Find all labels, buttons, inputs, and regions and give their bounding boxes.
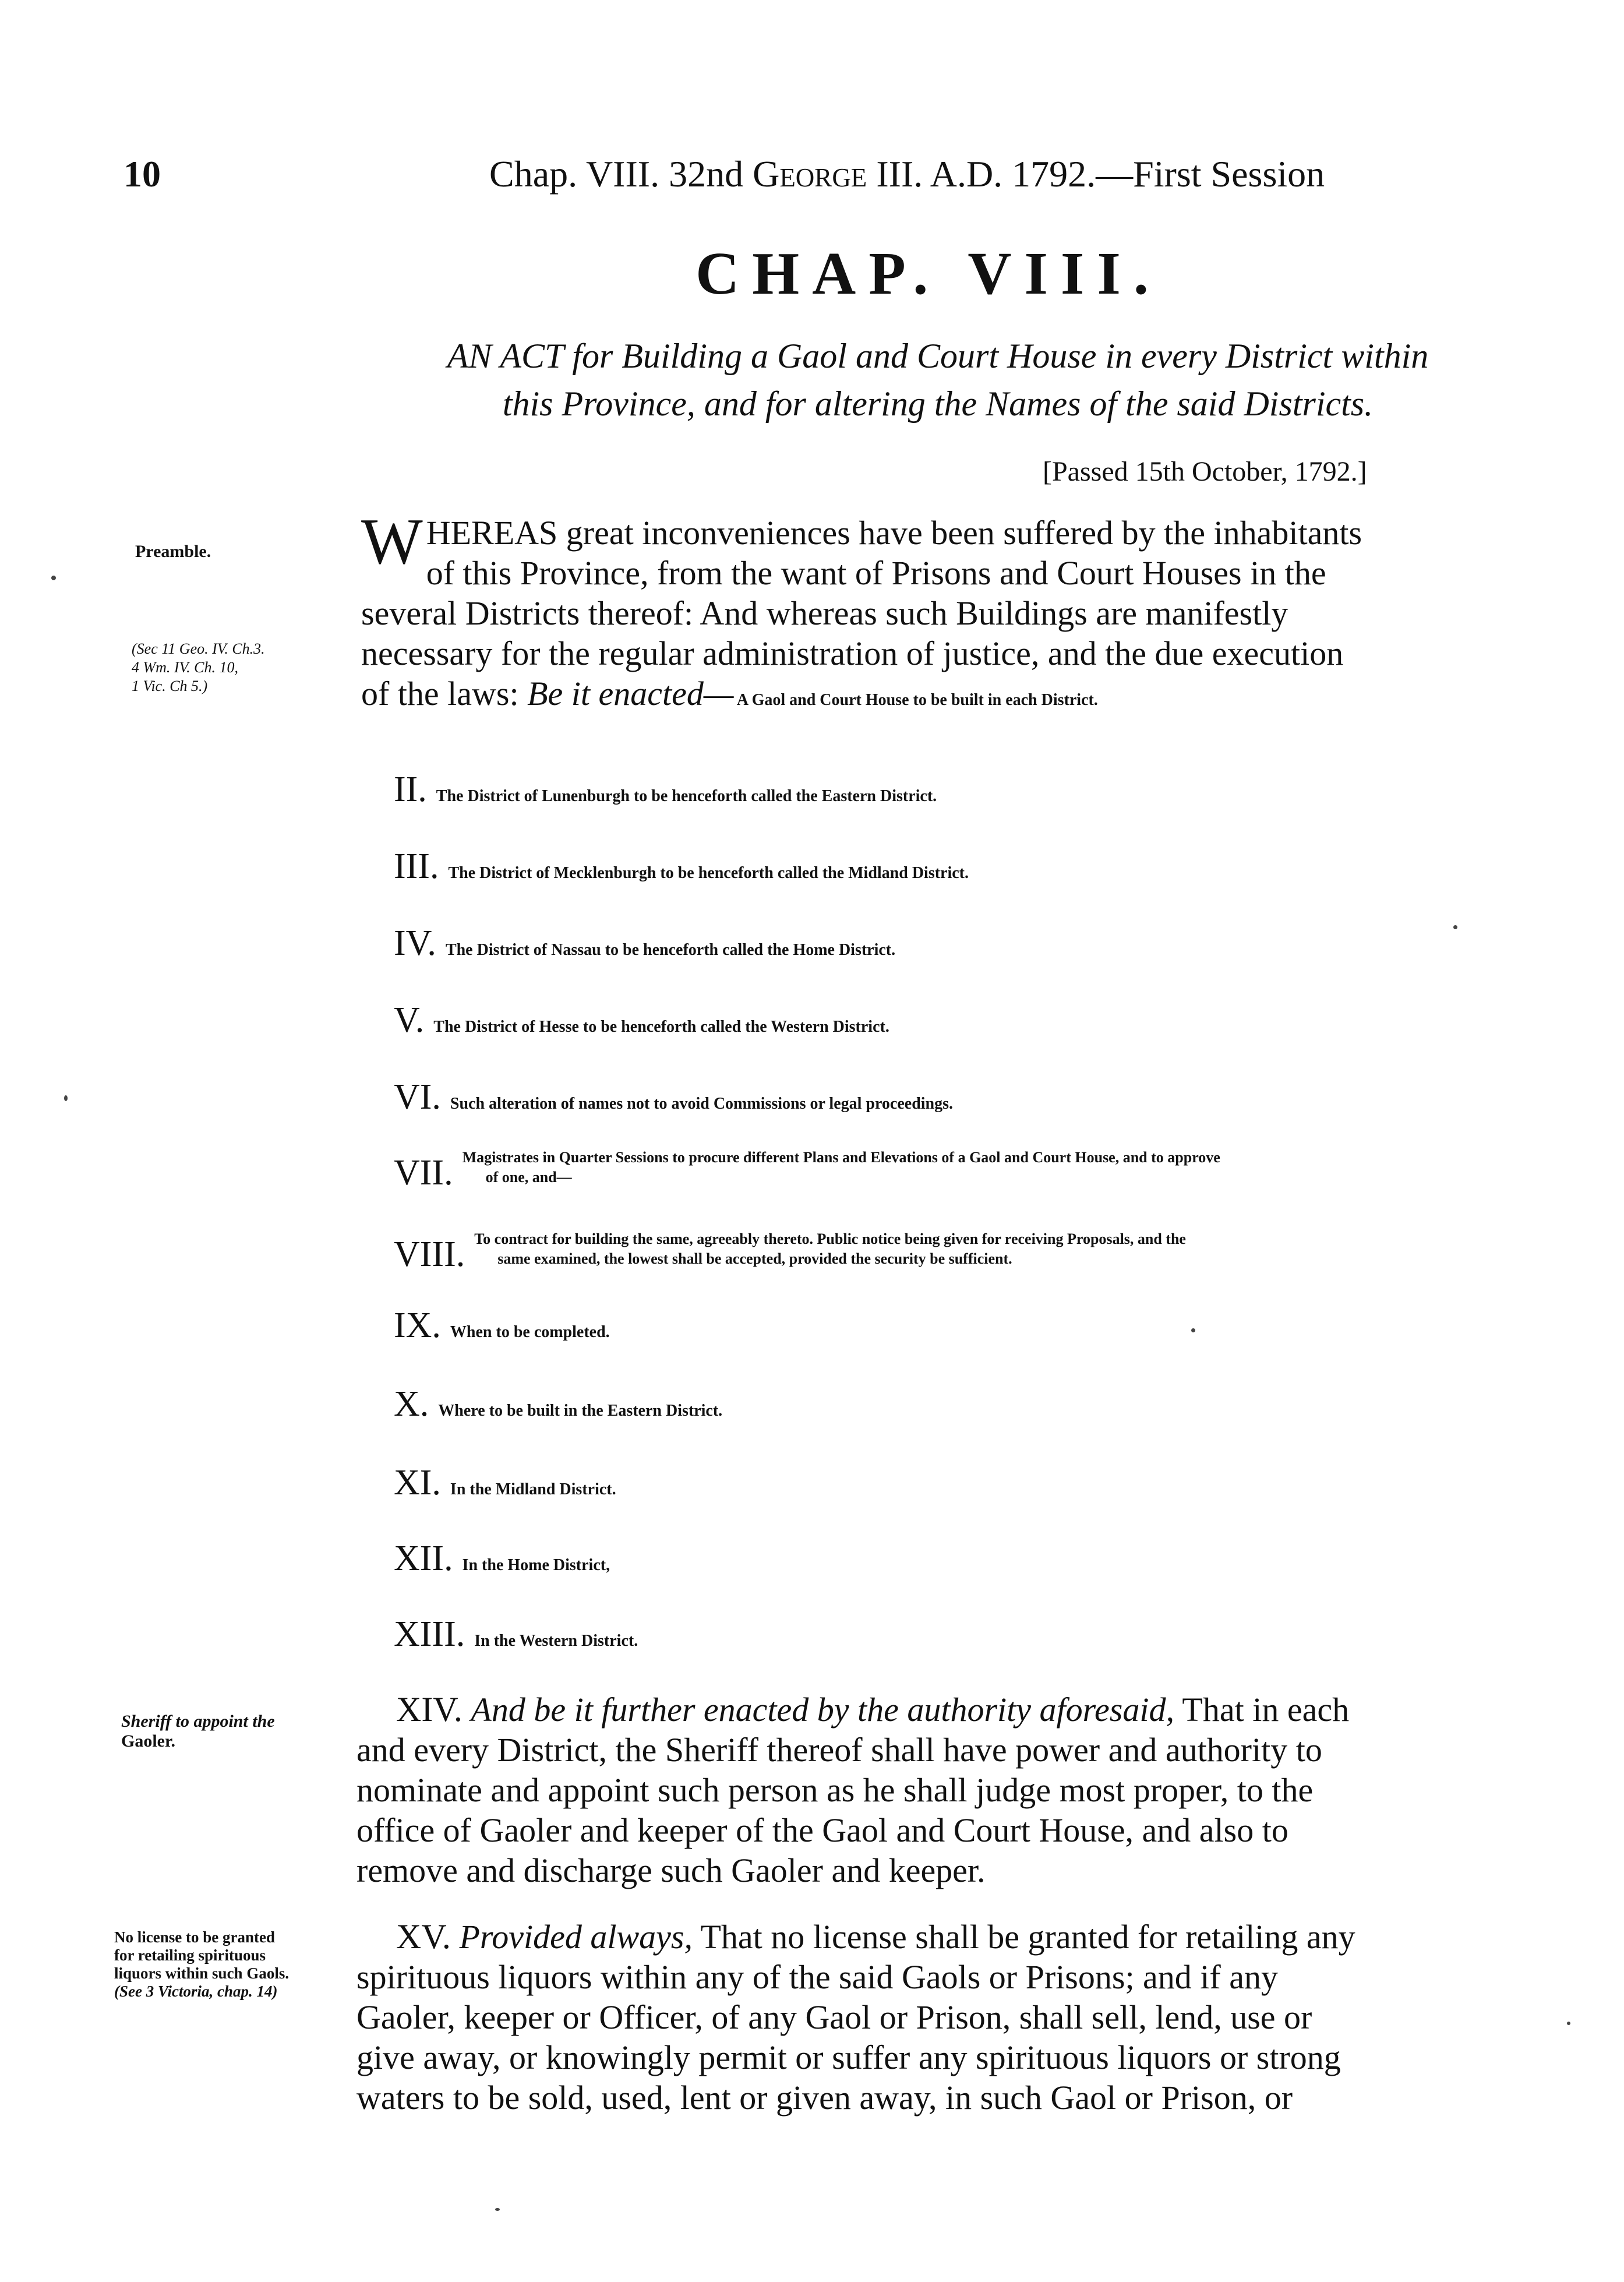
ref-line: (Sec 11 Geo. IV. Ch.3. [132,640,265,657]
margin-note-license: No license to be granted for retailing spirituous liquors within such Gaols. (See 3 Victoria, chap. 14) [114,1928,290,2000]
section-7: VII. Magistrates in Quarter Sessions to procure different Plans and Elevations of a Gaol and Court House, and to approve of one, and— [394,1149,1220,1193]
scan-speck [1567,2022,1570,2025]
preamble-paragraph [361,506,1485,720]
section-6: VI. Such alteration of names not to avoid Commissions or legal proceedings. [394,1077,954,1117]
section-3: III. The District of Mecklenburgh to be henceforth called the Midland District. [394,847,969,886]
section-14: XIV. And be it further enacted by the authority aforesaid, That in each and every District, the Sheriff thereof shall have power and authority to nominate and appoint such person as he shall judge most proper, to the office of Gaoler and keeper of the Gaol and Court House, and also to remove and discharge such Gaoler and keeper. [356,1690,1350,1889]
scan-speck [1191,1328,1195,1332]
section-2: II. The District of Lunenburgh to be henceforth called the Eastern District. [394,770,937,809]
page-header [0,153,1624,205]
dropcap: W [361,506,423,578]
ref-line: 1 Vic. Ch 5.) [132,678,208,694]
section-5: V. The District of Hesse to be henceforth called the Western District. [394,1000,889,1040]
section-12: XII. In the Home District, [394,1539,610,1578]
act-title-line1: AN ACT for Building a Gaol and Court House in every District within [447,337,1429,375]
preamble-line: of this Province, from the want of Prisons and Court Houses in the [426,554,1326,592]
running-head-part1: Chap. VIII. 32nd [489,153,753,195]
scan-speck [64,1095,68,1101]
section-15: XV. Provided always, That no license shall be granted for retailing any spirituous liquors within any of the said Gaols or Prisons; and if any Gaoler, keeper or Officer, of any Gaol or Prison, shall sell, lend, use or give away, or knowingly permit or suffer any spirituous liquors or strong waters to be sold, used, lent or given away, in such Gaol or Prison, or [356,1917,1355,2117]
running-head-part2: III. A.D. 1792.—First Session [867,153,1325,195]
passed-date: [Passed 15th October, 1792.] [1043,456,1367,487]
chapter-title: CHAP. VIII. [696,240,1161,307]
preamble-line: of the laws: Be it enacted— A Gaol and Court House to be built in each District. [361,675,1098,713]
running-head-george: George [753,153,867,195]
margin-note-sheriff: Sheriff to appoint the Gaoler. [121,1712,275,1751]
margin-note-references [132,640,265,696]
section-4: IV. The District of Nassau to be henceforth called the Home District. [394,923,896,963]
preamble-line: WHEREAS great inconveniences have been suffered by the inhabitants [361,506,1362,578]
scan-speck [495,2208,500,2211]
scan-speck [51,576,56,580]
section-13: XIII. In the Western District. [394,1614,638,1654]
section-11: XI. In the Midland District. [394,1463,616,1502]
section-10: X. Where to be built in the Eastern District. [394,1384,723,1424]
act-title [355,332,1520,428]
section-8: VIII. To contract for building the same, agreeably thereto. Public notice being given for receiving Proposals, and the same examined, the lowest shall be accepted, provided the security be sufficient. [394,1230,1186,1274]
running-head [489,153,1325,196]
page-number: 10 [123,153,161,195]
preamble-line: necessary for the regular administration of justice, and the due execution [361,634,1344,672]
section-9: IX. When to be completed. [394,1306,610,1345]
ref-line: 4 Wm. IV. Ch. 10, [132,659,238,676]
margin-note-preamble: Preamble. [135,542,211,561]
scan-speck [1453,925,1457,929]
preamble-line: several Districts thereof: And whereas such Buildings are manifestly [361,594,1288,632]
act-title-line2: this Province, and for altering the Names of the said Districts. [502,385,1374,423]
